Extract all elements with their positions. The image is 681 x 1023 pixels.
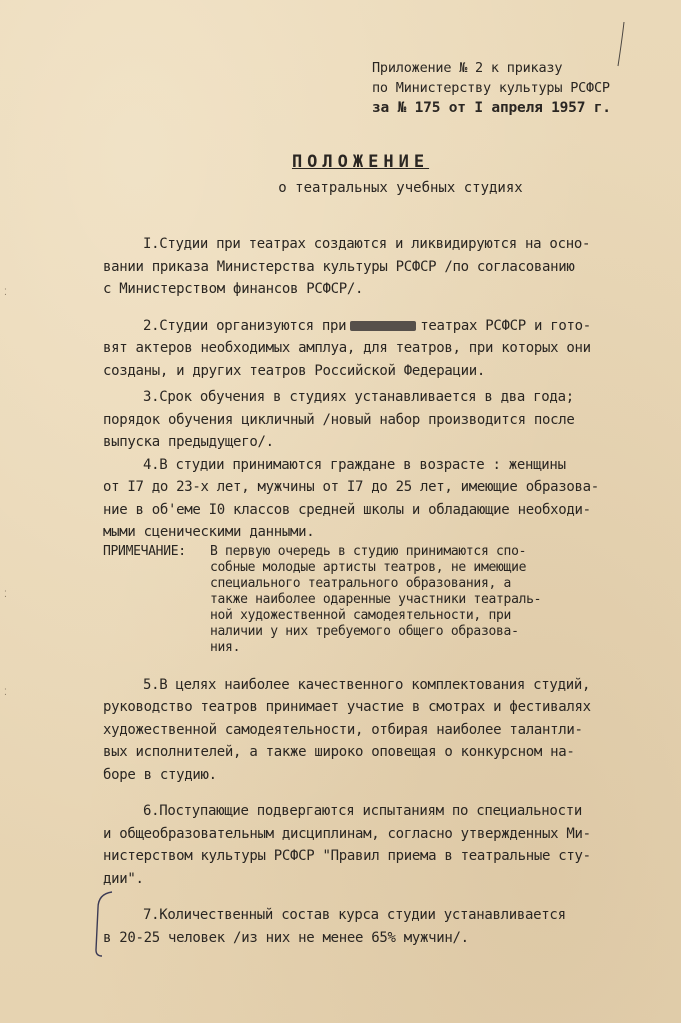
document-title: ПОЛОЖЕНИЕ [291, 152, 430, 172]
paragraph-2 [103, 315, 655, 383]
paragraph-line: дии". [103, 870, 144, 887]
paragraph-line: с Министерством финансов РСФСР/. [103, 281, 364, 297]
paragraph-line: боре в студию. [103, 766, 217, 783]
redacted-word [350, 321, 416, 331]
header-line-3: за № 175 от I апреля 1957 г. [372, 100, 611, 116]
paragraph-line: 4.В студии принимаются граждане в возрасте : женщины [143, 456, 566, 473]
paragraph-line: вых исполнителей, а также широко оповещая о конкурсном на- [103, 744, 575, 760]
paragraph-line [103, 315, 655, 338]
note-line: также наиболее одаренные участники театраль- [210, 591, 542, 607]
paragraph-line: созданы, и других театров Российской Федерации. [103, 362, 486, 379]
handwritten-bracket [92, 888, 116, 958]
handwritten-mark [612, 20, 632, 70]
paragraph-line: 5.В целях наиболее качественного комплектования студий, [143, 676, 591, 693]
note-label: ПРИМЕЧАНИЕ: [103, 543, 186, 559]
paragraph-line: нистерством культуры РСФСР "Правил приема в театральные сту- [103, 848, 591, 864]
paragraph-text: театрах РСФСР и гото- [420, 317, 591, 334]
paragraph-1 [103, 233, 655, 301]
paragraph-line: выпуска предыдущего/. [103, 434, 274, 450]
paragraph-6 [103, 800, 655, 890]
margin-mark: ⁚ [4, 288, 7, 298]
note-line: В первую очередь в студию принимаются спо- [210, 543, 527, 559]
paragraph-4 [103, 454, 655, 544]
document-body [103, 233, 655, 949]
paragraph-line: и общеобразовательным дисциплинам, согласно утвержденных Ми- [103, 825, 591, 842]
paragraph-5 [103, 674, 655, 787]
paragraph-line: руководство театров принимает участие в смотрах и фестивалях [103, 699, 591, 715]
note-line: ния. [210, 639, 241, 655]
paragraph-line: вании приказа Министерства культуры РСФСР /по согласованию [103, 258, 575, 275]
note-text [210, 544, 541, 656]
paragraph-3 [103, 386, 655, 454]
paragraph-line: мыми сценическими данными. [103, 524, 315, 540]
paragraph-line: порядок обучения цикличный /новый набор производится после [103, 411, 575, 428]
document-subtitle: о театральных учебных студиях [278, 180, 523, 196]
note-line: ной художественной самодеятельности, при [210, 607, 512, 623]
paragraph-line: I.Студии при театрах создаются и ликвидируются на осно- [143, 236, 591, 252]
note-line: собные молодые артисты театров, не имеющие [210, 559, 527, 575]
margin-mark: ⁚ [4, 688, 7, 698]
header-line-1: Приложение № 2 к приказу [372, 60, 563, 76]
paragraph-line: 7.Количественный состав курса студии устанавливается [143, 907, 566, 923]
margin-mark: ⁚ [4, 590, 7, 600]
header-line-2: по Министерству культуры РСФСР [372, 80, 610, 96]
paragraph-line: 3.Срок обучения в студиях устанавливается в два года; [143, 389, 574, 405]
paragraph-line: от I7 до 23-х лет, мужчины от I7 до 25 лет, имеющие образова- [103, 479, 599, 495]
paragraph-7 [103, 904, 655, 949]
paragraph-line: в 20-25 человек /из них не менее 65% мужчин/. [103, 929, 469, 946]
paragraph-text: 2.Студии организуются при [143, 317, 347, 334]
paragraph-line: художественной самодеятельности, отбирая наиболее талантли- [103, 721, 583, 738]
paragraph-line: ние в об'еме I0 классов средней школы и обладающие необходи- [103, 501, 591, 518]
note-line: наличии у них требуемого общего образова- [210, 623, 519, 639]
paragraph-line: вят актеров необходимых амплуа, для театров, при которых они [103, 340, 591, 356]
note-line: специального театрального образования, а [210, 575, 512, 591]
paragraph-line: 6.Поступающие подвергаются испытаниям по специальности [143, 803, 582, 819]
note-block [103, 544, 655, 656]
order-reference [372, 58, 611, 118]
